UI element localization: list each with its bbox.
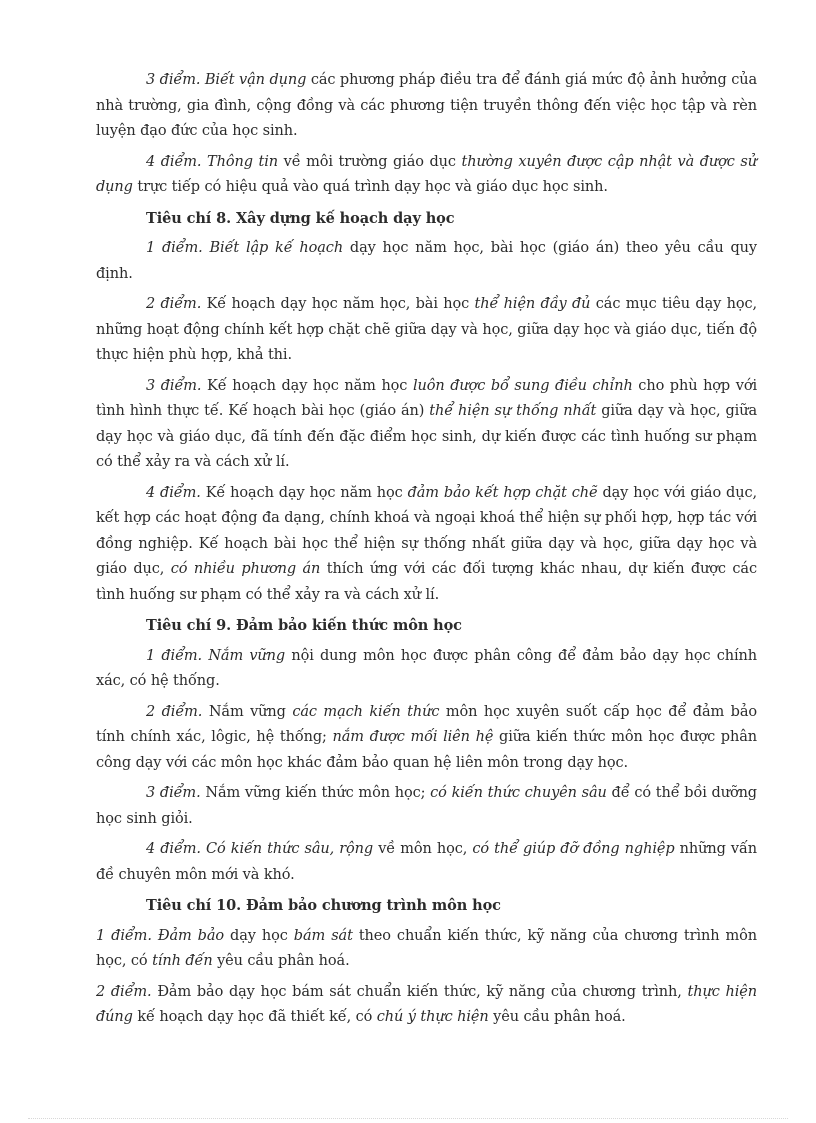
paragraph-c9-3-points <box>96 781 757 832</box>
text-run: yêu cầu phân hoá. <box>212 953 350 969</box>
text-run: 4 điểm. Có kiến thức sâu, rộng <box>146 841 374 857</box>
paragraph-4-points-environment-info <box>96 150 757 201</box>
text-run: 1 điểm. Nắm vững <box>146 647 286 664</box>
page-bottom-divider <box>28 1118 788 1119</box>
text-run: Kế hoạch dạy học năm học <box>201 377 413 394</box>
text-run: thể hiện sự thống nhất <box>429 403 597 419</box>
text-run: giữa dạy và học, giữa dạy học và giáo dục, đã tính đến đặc điểm học sinh, dự kiến được các tình huống sư phạm có thể xảy ra và cách xử lí. <box>96 403 758 470</box>
text-run: có thể giúp đỡ đồng nghiệp <box>472 841 675 857</box>
heading-text: Tiêu chí 10. Đảm bảo chương trình môn học <box>146 897 501 914</box>
text-run: Kế hoạch dạy học năm học <box>200 484 408 501</box>
paragraph-3-points-survey-methods <box>96 68 757 145</box>
text-run: có nhiều phương án <box>170 561 321 577</box>
text-run: dạy học <box>224 927 294 944</box>
text-run: Nắm vững <box>202 703 293 720</box>
text-run: yêu cầu phân hoá. <box>488 1009 626 1025</box>
text-run: kế hoạch dạy học đã thiết kế, có <box>132 1009 377 1025</box>
text-run: 1 điểm. Biết lập kế hoạch <box>146 240 344 256</box>
text-run: về môn học, <box>373 841 473 857</box>
text-run: Kế hoạch dạy học năm học, bài học <box>201 296 475 312</box>
text-run: để có thể bồi dưỡng học sinh giỏi. <box>96 785 757 827</box>
text-run: cho phù hợp với tình hình thực tế. Kế hoạch bài học (giáo án) <box>96 377 757 419</box>
text-run: những vấn đề chuyên môn mới và khó. <box>96 841 757 883</box>
paragraph-c9-2-points <box>96 700 757 777</box>
text-run: 3 điểm. <box>146 377 202 394</box>
paragraph-c8-4-points <box>96 481 757 609</box>
text-run: thích ứng với các đối tượng khác nhau, dự kiến được các tình huống sư phạm có thể xảy ra và cách xử lí. <box>96 561 757 603</box>
text-run: 4 điểm. <box>146 484 201 501</box>
text-run: nội dung môn học được phân công để đảm bảo dạy học chính xác, có hệ thống. <box>96 647 757 689</box>
heading-criterion-10 <box>96 893 757 919</box>
text-run: 1 điểm. Đảm bảo <box>96 927 225 944</box>
text-run: 2 điểm. <box>96 983 152 1000</box>
text-run: dạy học năm học, bài học (giáo án) theo yêu cầu quy định. <box>96 240 757 282</box>
paragraph-c10-2-points <box>96 980 757 1031</box>
paragraph-c10-1-point <box>96 924 757 975</box>
text-run: đảm bảo kết hợp chặt chẽ <box>407 484 598 501</box>
heading-criterion-8 <box>96 206 757 232</box>
paragraph-c9-4-points <box>96 837 757 888</box>
text-run: Nắm vững kiến thức môn học; <box>200 785 431 801</box>
text-run: 3 điểm. Biết vận dụng <box>146 72 307 88</box>
text-run: các mục tiêu dạy học, những hoạt động chính kết hợp chặt chẽ giữa dạy và học, giữa dạy học và giáo dục, tiến độ thực hiện phù hợp, khả thi. <box>96 296 757 363</box>
text-run: Đảm bảo dạy học bám sát chuẩn kiến thức, kỹ năng của chương trình, <box>151 983 688 1000</box>
text-run: thường xuyên được cập nhật và được sử dụng <box>96 153 757 195</box>
text-run: các phương pháp điều tra để đánh giá mức độ ảnh hưởng của nhà trường, gia đình, cộng đồng và các phương tiện truyền thông đến việc học tập và rèn luyện đạo đức của học sinh. <box>96 72 758 139</box>
text-run: 3 điểm. <box>146 785 201 801</box>
text-run: các mạch kiến thức <box>292 703 440 720</box>
text-run: bám sát <box>293 927 353 944</box>
text-run: nắm được mối liên hệ <box>332 729 494 745</box>
text-run: tính đến <box>152 953 213 969</box>
text-run: chú ý thực hiện <box>376 1009 489 1025</box>
paragraph-c8-2-points <box>96 292 757 369</box>
paragraph-c8-3-points <box>96 374 757 476</box>
text-run: môn học xuyên suốt cấp học để đảm bảo tính chính xác, lôgic, hệ thống; <box>96 703 758 745</box>
text-run: 2 điểm. <box>146 703 203 720</box>
paragraph-c9-1-point <box>96 644 757 695</box>
text-run: về môi trường giáo dục <box>278 153 462 170</box>
text-run: có kiến thức chuyên sâu <box>430 785 607 801</box>
text-run: theo chuẩn kiến thức, kỹ năng của chương trình môn học, có <box>96 927 758 969</box>
heading-text: Tiêu chí 8. Xây dựng kế hoạch dạy học <box>146 209 455 227</box>
text-run: 4 điểm. Thông tin <box>146 153 278 170</box>
text-run: thực hiện đúng <box>96 983 757 1025</box>
paragraph-c8-1-point <box>96 236 757 287</box>
text-run: trực tiếp có hiệu quả vào quá trình dạy học và giáo dục học sinh. <box>132 179 608 195</box>
text-run: luôn được bổ sung điều chỉnh <box>412 377 633 394</box>
heading-criterion-9 <box>96 613 757 639</box>
text-run: thể hiện đầy đủ <box>474 296 591 312</box>
text-run: giữa kiến thức môn học được phân công dạy với các môn học khác đảm bảo quan hệ liên môn trong dạy học. <box>96 729 758 771</box>
heading-text: Tiêu chí 9. Đảm bảo kiến thức môn học <box>146 617 462 634</box>
document-body <box>96 68 757 1036</box>
text-run: 2 điểm. <box>146 296 202 312</box>
text-run: dạy học với giáo dục, kết hợp các hoạt động đa dạng, chính khoá và ngoại khoá thể hiện sự phối hợp, hợp tác với đồng nghiệp. Kế hoạch bài học thể hiện sự thống nhất giữa dạy và học, giữa dạy học và giáo dục, <box>96 484 757 577</box>
